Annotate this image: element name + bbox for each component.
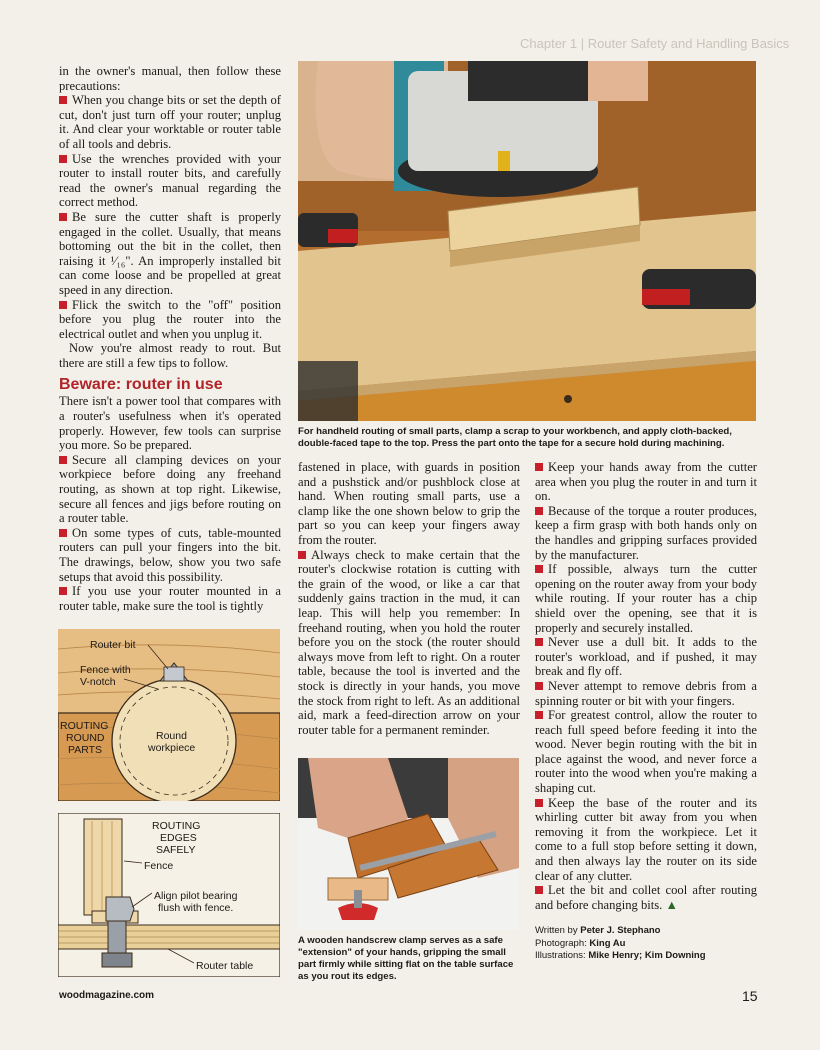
bullet-square-icon [535,682,543,690]
fence-label-1: Fence with [80,664,131,676]
bullet: If possible, always turn the cutter opening on the router away from your body while routing. If your router has a chip shield over the opening, see that it is properly and securely installed. [535,562,757,635]
section-heading: Beware: router in use [59,376,223,394]
router-table-label: Router table [196,960,254,972]
page-number: 15 [742,988,758,1004]
bullet: Always check to make certain that the router's clockwise rotation is cutting with the grain of the wood, or like a car that suddenly gains traction in the mud, it can leap. This will help you remember: In freehand routing, when you hold the router before you on the stock (the router should always move from left to right. On a router table, because the tool is inverted and the stock is directly in your hands, you move the stock from right to left. As an additional aid, mark a feed-direction arrow on your router table for a permanent reminder. [298,547,520,737]
section-paragraph: There isn't a power tool that compares with a router's usefulness when it's operated properly. However, few tools can surprise you more. So be prepared. [59,394,281,453]
bullet: On some types of cuts, table-mounted routers can pull your fingers into the bit. The drawings, below, show you two safe setups that avoid this possibility. [59,525,281,584]
bullet: When you change bits or set the depth of cut, don't just turn off your router; unplug it. And clear your worktable or router table of all tools and debris. [59,93,281,151]
bullet: Be sure the cutter shaft is properly engaged in the collet. Usually, that means bottoming out the bit in the collet, then raising it ¹⁄₁₆". An improperly installed bit can come loose and be propelled at great speed in any direction. [59,209,281,297]
bullet-square-icon [59,456,67,464]
clamp-photo [298,758,519,930]
bullet: Keep the base of the router and its whirling cutter bit away from you when removing it from the workpiece. Let it come to a full stop before setting it down, and then always lay the router on its side clear of any clutter. [535,795,757,883]
bullet: Never attempt to remove debris from a spinning router or bit with your fingers. [535,678,757,708]
bullet: Flick the switch to the "off" position before you plug the router into the electrical outlet and when you unplug it. [59,297,281,341]
router-photo [298,61,756,421]
closing-text: Now you're almost ready to rout. But there are still a few tips to follow. [59,341,281,370]
align-label-2: flush with fence. [158,902,234,914]
bullet-square-icon [535,886,543,894]
diagram1-title-2: ROUND [66,732,105,744]
bullet: Never use a dull bit. It adds to the router's workload, and if pushed, it may break and fly off. [535,635,757,679]
bullet-square-icon [59,96,67,104]
bullet-square-icon [535,799,543,807]
end-tree-icon: ▲ [665,897,678,912]
diagram1-title-1: ROUTING [60,720,109,732]
top-photo-caption: For handheld routing of small parts, clamp a scrap to your workbench, and apply cloth-backed, double-faced tape to the top. Press the part onto the tape for a secure hold during machining. [298,426,732,449]
bullet-square-icon [535,565,543,573]
credits: Written by Peter J. Stephano Photograph: King Au Illustrations: Mike Henry; Kim Downing [535,925,706,961]
bullet: Because of the torque a router produces, keep a firm grasp with both hands only on the handles and gripping surfaces provided by the manufacturer. [535,503,757,562]
diagram2-title-3: SAFELY [156,844,196,856]
bullet: Secure all clamping devices on your workpiece before doing any freehand routing, as shown at top right. Likewise, secure all fences and jigs before routing on a router table. [59,452,281,526]
column-1 [59,64,281,613]
bullet-square-icon [535,507,543,515]
footer-site: woodmagazine.com [59,990,155,1001]
align-label-1: Align pilot bearing [154,890,238,902]
diagram2-title-2: EDGES [160,832,197,844]
column-2 [298,460,520,737]
bullet-square-icon [535,638,543,646]
ghost-header: Chapter 1 | Router Safety and Handling Basics [520,36,790,51]
bullet: Keep your hands away from the cutter area when you plug the router in and turn it on. [535,460,757,504]
column2-paragraph: fastened in place, with guards in position and a pushstick and/or pushblock close at hand. When routing small parts, use a clamp like the one shown below to grip the part so you can keep your fingers away from the router. [298,460,520,547]
workpiece-label-2: workpiece [148,742,196,754]
bullet: If you use your router mounted in a router table, make sure the tool is tightly [59,584,281,613]
bullet: For greatest control, allow the router to reach full speed before feeding it into the wood. Never begin routing with the bit in place against the wood, and never force a router into the wood when you're making a shaping cut. [535,708,757,796]
bullet: Let the bit and collet cool after routing and before changing bits. ▲ [535,883,757,912]
bullet-square-icon [59,155,67,163]
bullet-square-icon [535,711,543,719]
clamp-photo-caption: A wooden handscrew clamp serves as a safe "extension" of your hands, gripping the small part firmly while sitting flat on the table surface as you rout its edges. [298,935,514,982]
fence-label-2: V-notch [80,676,116,688]
router-bit-label: Router bit [90,639,136,651]
bullet-square-icon [535,463,543,471]
intro-text: in the owner's manual, then follow these precautions: [59,64,281,93]
bullet-square-icon [59,301,67,309]
bullet-square-icon [59,587,67,595]
routing-edges-diagram [58,813,280,977]
workpiece-label-1: Round [156,730,187,742]
routing-round-parts-diagram [58,629,280,801]
bullet-square-icon [59,213,67,221]
fence-label: Fence [144,860,174,872]
bullet: Use the wrenches provided with your router to install router bits, and carefully read the owner's manual regarding the correct method. [59,151,281,210]
column-3 [535,460,757,912]
bullet-square-icon [298,551,306,559]
bullet-square-icon [59,529,67,537]
diagram1-title-3: PARTS [68,744,103,756]
diagram2-title-1: ROUTING [152,820,201,832]
